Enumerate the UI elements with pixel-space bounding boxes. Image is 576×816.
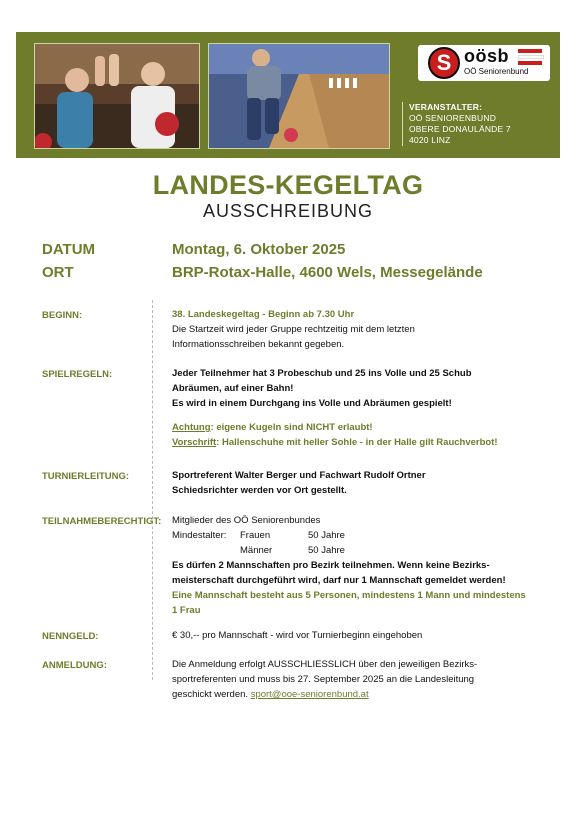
email-link[interactable]: sport@ooe-seniorenbund.at [250,689,369,700]
spielregeln-note-vorschrift [172,435,542,450]
nenngeld-label: NENNGELD: [42,631,99,642]
spielregeln-line: Jeder Teilnehmer hat 3 Probeschub und 25 ins Volle und 25 Schub [172,368,472,379]
nenngeld-line: € 30,-- pro Mannschaft - wird vor Turnierbeginn eingehoben [172,630,423,641]
nenngeld-content [172,628,542,643]
note-text: : eigene Kugeln sind NICHT erlaubt! [210,422,373,433]
photo-seniors-high-five [34,43,200,149]
age-men: 50 Jahre [308,545,345,556]
age-women: 50 Jahre [308,530,345,541]
logo-flag-bars [518,49,544,67]
organizer-line: OÖ SENIORENBUND [409,113,497,123]
spielregeln-note-achtung [172,420,542,435]
beginn-headline: 38. Landeskegeltag - Beginn ab 7.30 Uhr [172,309,355,320]
spielregeln-line: Es wird in einem Durchgang ins Volle und Abräumen gespielt! [172,398,452,409]
anmeldung-line: Die Anmeldung erfolgt AUSSCHLIESSLICH über den jeweiligen Bezirks- [172,659,478,670]
turnierleitung-line: Sportreferent Walter Berger und Fachwart Rudolf Ortner [172,470,426,481]
teilnahme-team-rule: Eine Mannschaft besteht aus 5 Personen, mindestens 1 Mann und mindestens [172,590,526,601]
anmeldung-content [172,657,542,702]
section-divider [152,300,153,680]
teilnahme-team-rule: 1 Frau [172,605,201,616]
turnierleitung-content [172,468,542,498]
anmeldung-line-3 [172,687,542,702]
spielregeln-line: Abräumen, auf einer Bahn! [172,383,294,394]
photo-bowling-player [208,43,390,149]
logo-wordmark: oösb [464,46,509,66]
teilnahme-bold-line: Es dürfen 2 Mannschaften pro Bezirk teilnehmen. Wenn keine Bezirks- [172,560,490,571]
header-banner [16,32,560,158]
date-value: Montag, 6. Oktober 2025 [172,241,346,258]
date-label: DATUM [42,241,96,258]
place-value: BRP-Rotax-Halle, 4600 Wels, Messegelände [172,264,483,281]
teilnahme-label: TEILNAHMEBERECHTIGT: [42,516,162,527]
turnierleitung-label: TURNIERLEITUNG: [42,471,130,482]
anmeldung-text: geschickt werden. [172,689,249,700]
age-label: Mindestalter: [172,530,227,541]
note-text: : Hallenschuhe mit heller Sohle - in der Halle gilt Rauchverbot! [216,437,498,448]
teilnahme-bold-line: meisterschaft durchgeführt wird, darf nur 1 Mannschaft gemeldet werden! [172,575,506,586]
beginn-label: BEGINN: [42,310,83,321]
logo-s-badge: S [428,47,460,79]
organizer-line: OBERE DONAULÄNDE 7 [409,124,511,134]
note-key: Achtung [172,422,211,433]
spielregeln-content [172,366,542,450]
beginn-content [172,307,542,352]
logo-subtitle: OÖ Seniorenbund [464,67,529,76]
page-title: LANDES-KEGELTAG [152,170,424,200]
turnierleitung-line: Schiedsrichter werden vor Ort gestellt. [172,485,347,496]
age-row-women [172,528,542,543]
organizer-heading: VERANSTALTER: [409,102,483,112]
anmeldung-label: ANMELDUNG: [42,660,107,671]
anmeldung-line: sportreferenten und muss bis 27. September 2025 an die Landesleitung [172,674,475,685]
note-key: Vorschrift [172,437,217,448]
gender-women: Frauen [240,530,271,541]
page-subtitle: AUSSCHREIBUNG [202,201,374,221]
oosb-logo [418,45,550,81]
beginn-line: Informationsschreiben bekannt gegeben. [172,339,345,350]
beginn-line: Die Startzeit wird jeder Gruppe rechtzeitig mit dem letzten [172,324,415,335]
organizer-block [402,102,559,146]
organizer-line: 4020 LINZ [409,135,451,145]
spielregeln-label: SPIELREGELN: [42,369,113,380]
teilnahme-content [172,513,542,618]
teilnahme-line: Mitglieder des OÖ Seniorenbundes [172,515,321,526]
place-label: ORT [42,264,74,281]
age-row-men [172,543,542,558]
gender-men: Männer [240,545,273,556]
